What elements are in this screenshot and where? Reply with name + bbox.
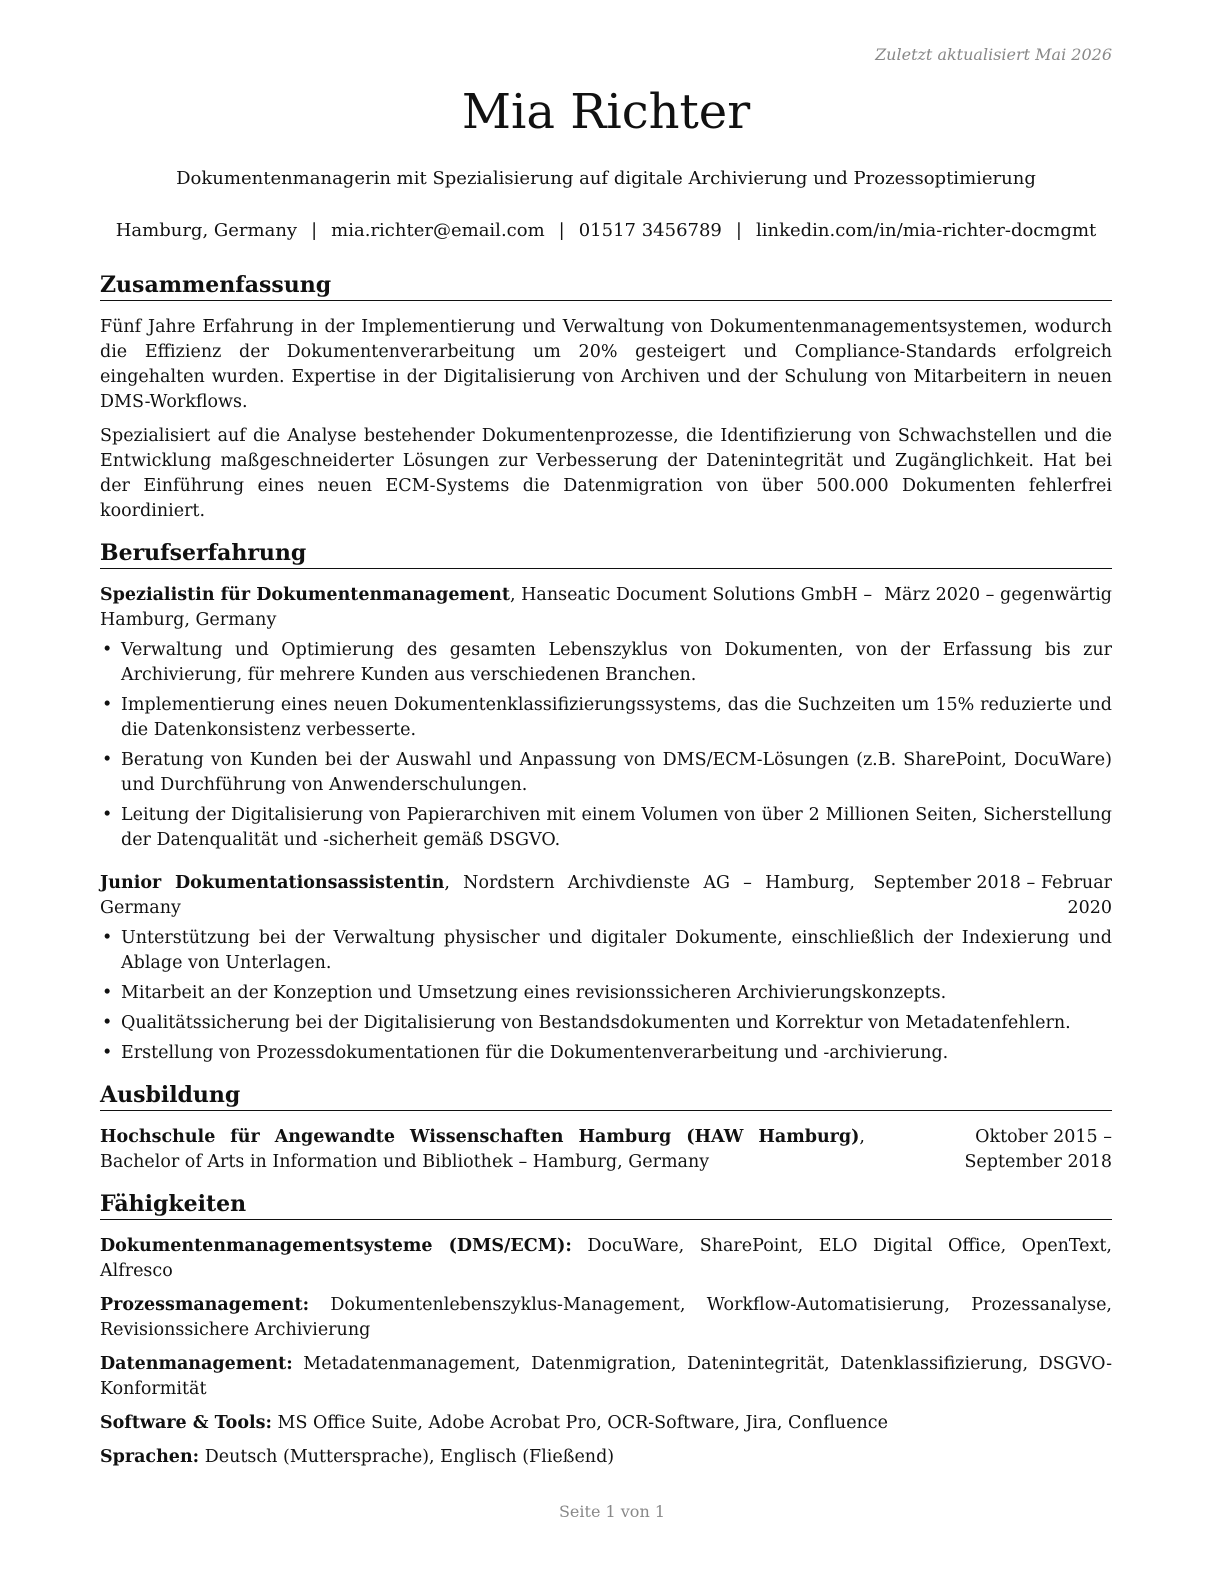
education-line bbox=[100, 1125, 865, 1175]
skill-row bbox=[100, 1234, 1112, 1284]
job-bullet: • Implementierung eines neuen Dokumentenklassifizierungssystems, das die Suchzeiten um 15% reduzierte und die Datenkonsistenz verbesserte. bbox=[100, 693, 1112, 743]
skill-row bbox=[100, 1352, 1112, 1402]
candidate-subtitle: Dokumentenmanagerin mit Spezialisierung auf digitale Archivierung und Prozessoptimierung bbox=[176, 168, 1036, 189]
skill-label: Prozessmanagement: bbox=[100, 1295, 310, 1315]
skills-section bbox=[100, 1189, 1112, 1470]
contact-separator: | bbox=[558, 220, 565, 241]
job-bullets bbox=[100, 638, 1112, 853]
education-heading: Ausbildung bbox=[100, 1080, 1112, 1111]
skill-value: DocuWare, SharePoint, ELO Digital Office, OpenText, Alfresco bbox=[100, 1236, 1112, 1281]
job-details: , Nordstern Archivdienste AG – Hamburg, Germany bbox=[100, 873, 855, 918]
job-title-line bbox=[100, 583, 872, 633]
skill-value: MS Office Suite, Adobe Acrobat Pro, OCR-Software, Jira, Confluence bbox=[271, 1413, 888, 1433]
job-dates: September 2018 – Februar 2020 bbox=[873, 873, 1112, 918]
job-bullet: • Erstellung von Prozessdokumentationen für die Dokumentenverarbeitung und -archivierung. bbox=[100, 1041, 1112, 1066]
page-number: Seite 1 von 1 bbox=[558, 1502, 666, 1521]
skill-value: Metadatenmanagement, Datenmigration, Datenintegrität, Datenklassifizierung, DSGVO-Konformität bbox=[100, 1354, 1112, 1399]
job-role: Junior Dokumentationsassistentin bbox=[100, 873, 445, 893]
job-bullet: • Beratung von Kunden bei der Auswahl und Anpassung von DMS/ECM-Lösungen (z.B. SharePoint, DocuWare) und Durchführung von Anwenderschulungen. bbox=[100, 748, 1112, 798]
skill-value: Deutsch (Muttersprache), Englisch (Fließend) bbox=[199, 1447, 615, 1467]
job-bullet: • Unterstützung bei der Verwaltung physischer und digitaler Dokumente, einschließlich der Indexierung und Ablage von Unterlagen. bbox=[100, 926, 1112, 976]
candidate-name: Mia Richter bbox=[461, 84, 751, 140]
job-details: , Hanseatic Document Solutions GmbH – Hamburg, Germany bbox=[100, 585, 873, 630]
education-entry bbox=[100, 1125, 1112, 1175]
skill-label: Software & Tools: bbox=[100, 1413, 272, 1433]
skills-heading: Fähigkeiten bbox=[100, 1189, 1112, 1220]
job-bullets bbox=[100, 926, 1112, 1066]
skill-label: Dokumentenmanagementsysteme (DMS/ECM): bbox=[100, 1236, 572, 1256]
education-dates: Oktober 2015 – September 2018 bbox=[964, 1127, 1112, 1172]
job-role: Spezialistin für Dokumentenmanagement bbox=[100, 585, 510, 605]
job-header bbox=[100, 583, 1112, 633]
summary-section bbox=[100, 270, 1112, 524]
job-bullet: • Leitung der Digitalisierung von Papierarchiven mit einem Volumen von über 2 Millionen Seiten, Sicherstellung der Datenqualität und -sicherheit gemäß DSGVO. bbox=[100, 803, 1112, 853]
skill-label: Sprachen: bbox=[100, 1447, 200, 1467]
education-section bbox=[100, 1080, 1112, 1175]
contact-separator: | bbox=[735, 220, 742, 241]
contact-phone[interactable]: 01517 3456789 bbox=[578, 220, 722, 241]
contact-location: Hamburg, Germany bbox=[115, 220, 298, 241]
contact-email[interactable]: mia.richter@email.com bbox=[331, 220, 545, 241]
job-bullet: • Verwaltung und Optimierung des gesamten Lebenszyklus von Dokumenten, von der Erfassung bis zur Archivierung, für mehrere Kunden aus verschiedenen Branchen. bbox=[100, 638, 1112, 688]
contact-line bbox=[100, 220, 1112, 241]
job-header bbox=[100, 871, 1112, 921]
education-school: Hochschule für Angewandte Wissenschaften Hamburg (HAW Hamburg) bbox=[100, 1127, 860, 1147]
contact-separator: | bbox=[311, 220, 318, 241]
skill-row bbox=[100, 1411, 1112, 1436]
summary-paragraph: Fünf Jahre Erfahrung in der Implementierung und Verwaltung von Dokumentenmanagementsystemen, wodurch die Effizienz der Dokumentenverarbeitung um 20% gesteigert und Compliance-Standards erfolgreich eingehalten wurden. Expertise in der Digitalisierung von Archiven und der Schulung von Mitarbeitern in neuen DMS-Workflows. bbox=[100, 317, 1112, 412]
skill-row bbox=[100, 1293, 1112, 1343]
job-dates: März 2020 – gegenwärtig bbox=[884, 585, 1112, 605]
job-title-line bbox=[100, 871, 855, 921]
job-bullet: • Mitarbeit an der Konzeption und Umsetzung eines revisionssicheren Archivierungskonzepts. bbox=[100, 981, 1112, 1006]
experience-heading: Berufserfahrung bbox=[100, 538, 1112, 569]
resume-content bbox=[100, 270, 1112, 1470]
skill-label: Datenmanagement: bbox=[100, 1354, 293, 1374]
skill-value: Dokumentenlebenszyklus-Management, Workflow-Automatisierung, Prozessanalyse, Revisionssichere Archivierung bbox=[100, 1295, 1112, 1340]
summary-paragraph: Spezialisiert auf die Analyse bestehender Dokumentenprozesse, die Identifizierung von Schwachstellen und die Entwicklung maßgeschneiderter Lösungen zur Verbesserung der Datenintegrität und Zugänglichkeit. Hat bei der Einführung eines neuen ECM-Systems die Datenmigration von über 500.000 Dokumenten fehlerfrei koordiniert. bbox=[100, 426, 1112, 521]
contact-linkedin[interactable]: linkedin.com/in/mia-richter-docmgmt bbox=[755, 220, 1097, 241]
education-details: , Bachelor of Arts in Information und Bibliothek – Hamburg, Germany bbox=[100, 1127, 865, 1172]
last-updated: Zuletzt aktualisiert Mai 2026 bbox=[875, 45, 1112, 64]
experience-section bbox=[100, 538, 1112, 1066]
job-bullet: • Qualitätssicherung bei der Digitalisierung von Bestandsdokumenten und Korrektur von Metadatenfehlern. bbox=[100, 1011, 1112, 1036]
skill-row bbox=[100, 1445, 1112, 1470]
summary-heading: Zusammenfassung bbox=[100, 270, 1112, 301]
